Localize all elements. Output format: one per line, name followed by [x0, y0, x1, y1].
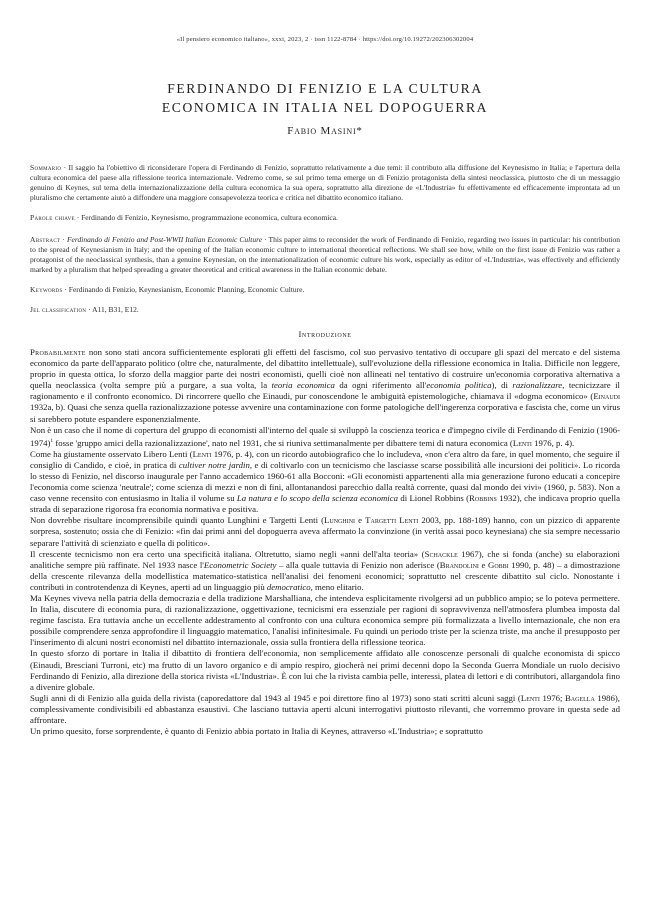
article-title [30, 79, 620, 117]
citation-author: Robbins [469, 493, 497, 504]
text-run: di Lionel Robbins ( [398, 493, 470, 504]
text-run: 1986), complessivamente condivisibili ed abbastanza esaustivi. Che lasciano tuttavia aperti alcuni interrogativi piuttosto rilevanti, che vorremmo provare in questa sede ad affrontare. [30, 692, 620, 725]
citation-author: Schackle [424, 548, 458, 559]
sommario-label: Sommario [30, 163, 62, 172]
body-paragraph [30, 515, 620, 548]
italic-run: La natura e lo scopo della scienza economica [236, 493, 398, 504]
text-run: 1976, p. 4), con un ricordo autobiografico che lo includeva, «non c'era altro da fare, in quel momento, che seguire il consiglio di Candido, e cioè, in pratica di [30, 448, 620, 470]
text-run: 2003, pp. 188-189) hanno, con un pizzico di apparente sorpresa, sostenuto; ossia che di Fenizio: «fin dai primi anni del dopoguerra aveva affermato la convinzione (in verità assai poco keynesiana) che sia sempre necessario separare l'attività di scienziato e quella di politico». [30, 515, 620, 548]
jel-classification [30, 305, 620, 315]
citation-author: Targetti Lenti [365, 515, 419, 526]
text-run: e [478, 559, 488, 570]
parole-chiave [30, 213, 620, 223]
parole-chiave-text: · Ferdinando di Fenizio, Keynesismo, programmazione economica, cultura economica. [74, 213, 338, 222]
jel-text: · A11, B31, E12. [86, 305, 139, 314]
keywords-text: · Ferdinando di Fenizio, Keynesianism, Economic Planning, Economic Culture. [62, 285, 305, 294]
text-run: fosse 'gruppo amici della razionalizzazione', nato nel 1931, che si riuniva settimanalmente per dibattere temi di natura economica ( [53, 437, 513, 448]
citation-author: Brandolini [439, 559, 479, 570]
author-name: Fabio Masini* [287, 125, 363, 137]
section-heading: Introduzione [298, 329, 352, 339]
body-paragraph [30, 693, 620, 726]
italic-run: teoria economica [271, 380, 335, 391]
parole-chiave-label: Parole chiave [30, 213, 75, 222]
text-run: 1932a, b). Quasi che senza quella razionalizzazione potesse avvenire una contaminazione con forme patologiche dell'ingerenza corporativa e fascista che, come un virus si sarebbero potute espandere esponenzialmente. [30, 402, 621, 424]
body-paragraph [30, 425, 620, 449]
italic-run: economia politica [426, 380, 492, 391]
text-run: Non è un caso che il nome di copertura del gruppo di economisti all'interno del quale si sviluppò la coscienza teorica e d'impegno civile di Ferdinando di Fenizio (1906-1974) [30, 424, 620, 448]
abstract-sep: · [60, 235, 67, 244]
citation-author: Lenti [192, 448, 212, 459]
text-run: Non dovrebbe risultare incomprensibile quindi quanto Lunghini e Targetti Lenti ( [30, 515, 325, 526]
text-run: , meno elitario. [310, 581, 364, 592]
text-run: 1976; [539, 692, 565, 703]
body-paragraph [30, 347, 620, 425]
article-title-line-1: FERDINANDO DI FENIZIO E LA CULTURA [167, 81, 483, 96]
text-run: Un primo quesito, forse sorprendente, è quanto di Fenizio abbia portato in Italia di Keynes, attraverso «L'Industria»; e soprattutto [30, 726, 483, 737]
text-run: e [355, 515, 366, 526]
citation-author: Lenti [520, 692, 540, 703]
text-run: 1932), che indicava proprio quella strada di separazione rigorosa fra economia normativa e positiva. [30, 493, 620, 515]
abstract-label: Abstract [30, 235, 61, 244]
italic-run: Econometric Society [203, 559, 277, 570]
citation-author: Lenti [512, 437, 532, 448]
running-header: «Il pensiero economico italiano», xxxi, 2023, 2 · issn 1122-8784 · https://doi.org/10.19272/202306302004 [176, 36, 474, 43]
text-run: da ogni riferimento all' [334, 380, 427, 391]
citation-author: Einaudi [593, 391, 620, 402]
text-run: non sono stati ancora sufficientemente esplorati gli effetti del fascismo, col suo pervasivo tentativo di occupare gli spazi del mercato e del sistema economico da parte dell'apparato politico (oltre che, naturalmente, del dibattito intellettuale), sull'evoluzione della riflessione economica in Italia. Difficile non leggere, proprio in questa ottica, lo sforzo della maggior parte dei nostri economisti, quelli cioè non allineati nel tentativo di costruire un'economia corporativa alternativa a quella neoclassica (volta sempre più a purgare, a sua volta, la [30, 347, 620, 391]
keywords [30, 285, 620, 295]
abstract-text: · This paper aims to reconsider the work of Ferdinando di Fenizio, regarding two issues in particular: his contribution to the spread of Keynesianism in Italy; and the opening of the Italian economic culture to international theoretical reflections. We shall see how, while on the first issue di Fenizio was rather a protagonist of the neoclassical synthesis, than a genuine Keynesian, on the internationalization of economic culture his work, especially as editor of «L'Industria», was effectively and efficiently marked by a pluralism that helped spreading a greater theoretical and critical awareness in the Italian economic debate. [30, 235, 620, 274]
keywords-label: Keywords [30, 285, 63, 294]
text-run: , tecnicizzare il ragionamento e il confronto economico. Di rincorrere quello che Einaudi, pur conoscendone le ambiguità epistemologiche, chiamava il «dogma economico» ( [30, 380, 620, 402]
italic-run: democratico [266, 581, 311, 592]
sommario [30, 163, 620, 203]
italic-run: cultiver notre jardin [178, 459, 250, 470]
footnote-marker[interactable]: 1 [50, 437, 54, 444]
text-run: 1967), che si fonda (anche) su elaborazioni analitiche sempre più raffinate. Nel 1933 nasce l' [30, 548, 620, 570]
text-run: Come ha giustamente osservato Libero Lenti ( [30, 448, 193, 459]
text-run: Ma Keynes viveva nella patria della democrazia e della tradizione Marshalliana, che intendeva esplicitamente rivolgersi ad un pubblico ampio; se lo poteva permettere. In Italia, discutere di economia pura, di razionalizzazione, oggettivazione, tecnicismi era essenziale per ragioni di sopravvivenza nell'atmosfera plumbea imposta dal regime fascista. Era tuttavia anche un eccellente addestramento al confronto con una cultura economica sempre più formalizzata a livello internazionale, che non era possibile comprendere senza approfondire il linguaggio matematico, l'analisi infinitesimale. Fu quindi un periodo triste per la scienza triste, ma anche il presupposto per l'inserimento di alcuni nostri economisti nel dibattito internazionale, ossia sulla frontiera della riflessione teorica. [30, 592, 620, 648]
sommario-text: · Il saggio ha l'obiettivo di riconsiderare l'opera di Ferdinando di Fenizio, soprattutto relativamente a due temi: il contributo alla diffusione del Keynesismo in Italia; e l'apertura della cultura economica del paese alla riflessione teorica internazionale. Vedremo come, se sul primo tema emerge un di Fenizio protagonista della sintesi neoclassica, piuttosto che di un messaggio genuino di Keynes, sul tema della internazionalizzazione della cultura economica la sua opera, soprattutto alla direzione de «L'Industria» fu effettivamente ed efficacemente improntata ad un pluralismo che certamente aiutò a diffondere una maggiore consapevolezza teorica e critica nel dibattito economico italiano. [30, 163, 620, 202]
text-run: ), di [491, 380, 513, 391]
text-run: Sugli anni di di Fenizio alla guida della rivista (caporedattore dal 1943 al 1945 e poi direttore fino al 1973) sono stati scritti alcuni saggi ( [30, 692, 521, 703]
citation-author: Gobbi [488, 559, 509, 570]
jel-label: Jel classification [30, 305, 87, 314]
paragraph-lead-word: Probabilmente [30, 347, 86, 357]
body-paragraph [30, 648, 620, 692]
text-run: In questo sforzo di portare in Italia il dibattito di frontiera dell'economia, non semplicemente affidato alle conoscenze personali di qualche economista di spicco (Einaudi, Bresciani Turroni, etc) ma frutto di un lavoro organico e di ampio respiro, giocherà nei primi decenni dopo la Seconda Guerra Mondiale un ruolo decisivo Ferdinando di Fenizio, alla direzione della storica rivista «L'Industria». È con lui che la rivista cambia pelle, interessi, platea di lettori e di contributori, allargandola fino a divenire globale. [30, 648, 620, 692]
abstract-title: Ferdinando di Fenizio and Post-WWII Italian Economic Culture [66, 235, 263, 244]
citation-author: Lunghini [324, 515, 356, 526]
text-run: 1976, p. 4). [531, 437, 575, 448]
body-paragraph [30, 449, 620, 516]
citation-author: Bagella [564, 692, 595, 703]
text-run: Il crescente tecnicismo non era certo una specificità italiana. Oltretutto, siamo negli «anni dell'alta teoria» ( [30, 548, 425, 559]
article-title-line-2: ECONOMICA IN ITALIA NEL DOPOGUERRA [161, 100, 489, 115]
body-paragraph [30, 726, 620, 737]
text-run: , e di coltivarlo con un tecnicismo che lasciasse scarse possibilità alle incursioni dei politici». Lo ricorda lo stesso di Fenizio, nel discorso inaugurale per l'anno accademico 1960-61 alla Bocconi: «Gli economisti appartenenti alla mia generazione furono educati a concepire l'economia come scienza 'neutrale'; come scienza di mezzi e non di fini, allontanandosi parecchio dalla realtà corrente, quasi dal mondo dei vivi» (1960, p. 583). Non a caso venne recensito con entusiasmo in Italia il volume su [30, 459, 621, 504]
text-run: 1990, p. 48) – a dimostrazione della crescente rilevanza della modellistica matematico-statistica nell'analisi dei fenomeni economici; soprattutto nel crescente dibattito sul ciclo. Nonostante i contributi in controtendenza di Keynes, aperti ad un linguaggio più [30, 559, 620, 592]
body-paragraph [30, 593, 620, 648]
body-paragraph [30, 549, 620, 593]
italic-run: razionalizzare [512, 380, 563, 391]
text-run: – alla quale tuttavia di Fenizio non aderisce ( [276, 559, 440, 570]
abstract [30, 235, 620, 275]
